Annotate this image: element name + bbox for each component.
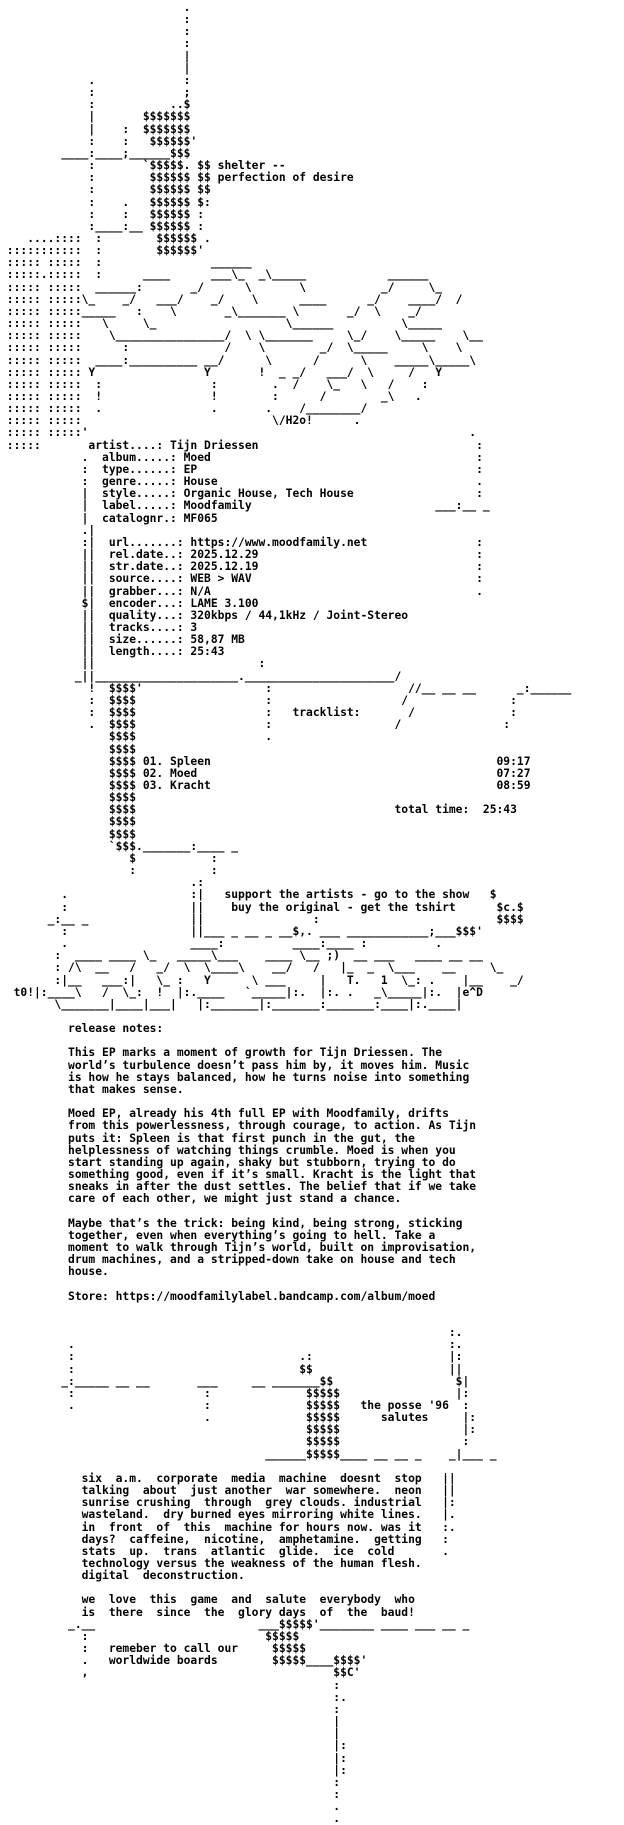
nfo-text: . : : : | | . : : ; : ..$ | $$$$$$$ | : $$$$$$$ : : $$$$$$' ____:____;______$$$ : `$$$$$. $$ shelter -- : $$$$$$ $$ perfection of desire : $$$$$$ $$ : . $$$$$$ $: : : $$$$$$ : :____:__ $$$$$$ : ....:::: : $$$$$$ . ::::::::::: : $$$$$$' ::::: ::::: : ______ :::::.::::: : ____ ___\_ _\_____ ______ ::::: ::::: ______: _/ \ \ _/ \_ ::::: :::::\_ _/ ___/ _/ \ ____ _/ ____/ / ::::: :::::_____ : \ _\_______ \ _/ \ _/ ::::: ::::: \ \_ \______ \_____ ::::: ::::: \________________/ \ \_______ \_/ \_____ \__ ::::: ::::: : / \ _/ \_____ \ \ ::::: ::::: ____:__________ __/ \ / \ _____\_____\ ::::: ::::: Y Y ! _ _/ ___/ \ / Y ::::: ::::: : : . / \_ \ / : ::::: ::::: ! ! : / _\ . ::::: ::::: . . . /________/ ::::: ::::: \/H2o! . ::::: :::::' . ::::: artist....: Tijn Driessen : . album.....: Moed : : type......: EP : : genre.....: House . | style.....: Organic House, Tech House : | label.....: Moodfamily ___:__ _ | catalognr.: MF065 .| :| url.......: https://www.moodfamily.net : || rel.date..: 2025.12.29 : || str.date..: 2025.12.19 : || source....: WEB > WAV : || grabber...: N/A . $| encoder...: LAME 3.100 || quality...: 320kbps / 44,1kHz / Joint-Stereo || tracks....: 3 || size......: 58,87 MB || length....: 25:43 || : _||_____________________.______________________/ ! $$$$' : //__ __ __ _:______ : $$$$ : / : : $$$$ : tracklist: / : . $$$$ : / : $$$$ . $$$$ $$$$ 01. Spleen 09:17 $$$$ 02. Moed 07:27 $$$$ 03. Kracht 08:59 $$$$ $$$$ total time: 25:43 $$$$ $$$$ `$$$._______:____ _ $ : : : .: . :| support the artists - go to the show $ : || buy the original - get the tshirt $c.$ _:__ _ || : $$$$ : ||___ _ __ _ __$,. ___ ____________;___$$$' . ____: ____:____ : . : ____ ____ \_ _____\___ ____ \__ ;) __ ___ ____ __ __ : /\ __ / _/ \ \____\ __/ / |_ _ \___ __ \_ :|__ ___:| \_ : Y \ ___ | T. 1 \_: . |__ _/ t0!|:____\ / \_: ! |:.____ `_____|:. |:. . _\_____|:. |e^D \_______|____|___| |:_______|:_______:_______:____|:.____| release notes: This EP marks a moment of growth for Tijn Driessen. The world’s turbulence doesn’t pass him by, it moves him. Music is how he stays balanced, how he turns noise into something that makes sense. Moed EP, already his 4th full EP with Moodfamily, drifts from this powerlessness, through courage, to action. As Tijn puts it: Spleen is that first punch in the gut, the helplessness of watching things crumble. Moed is when you start standing up again, shaky but stubborn, trying to do something good, even if it’s small. Kracht is the light that sneaks in after the dust settles. The belief that if we take care of each other, we might just stand a chance. Maybe that’s the trick: being kind, being strong, sticking together, even when everything’s going to hell. Take a moment to walk through Tijn’s world, built on improvisation, drum machines, and a stripped-down take on house and tech house. Store: https://moodfamilylabel.bandcamp.com/album/moed :. . :. : .: |: : $$ || _:_____ __ __ ___ __ _______$$ $| : : $$$$$ |: . : $$$$$ the posse '96 : . $$$$$ salutes |: $$$$$ |: $$$$$ : ______$$$$$____ __ __ _ _|___ _ six a.m. corporate media machine doesnt stop || talking about just another war somewhere. neon || sunrise crushing through grey clouds. industrial |: wasteland. dry burned eyes mirroring white lines. |. in front of this machine for hours now. was it :. days? caffeine, nicotine, amphetamine. getting : stats up. trans atlantic glide. ice cold . technology versus the weakness of the human flesh. digital deconstruction. we love this game and salute everybody who is there since the glory days of the baud! _.__ ___$$$$$'________ ____ ___ __ _ : $$$$$ : remeber to call our $$$$$ . worldwide boards $$$$$____$$$$' , $$C' : :. : | | |: |: |: : : . . [6, 1, 572, 1825]
